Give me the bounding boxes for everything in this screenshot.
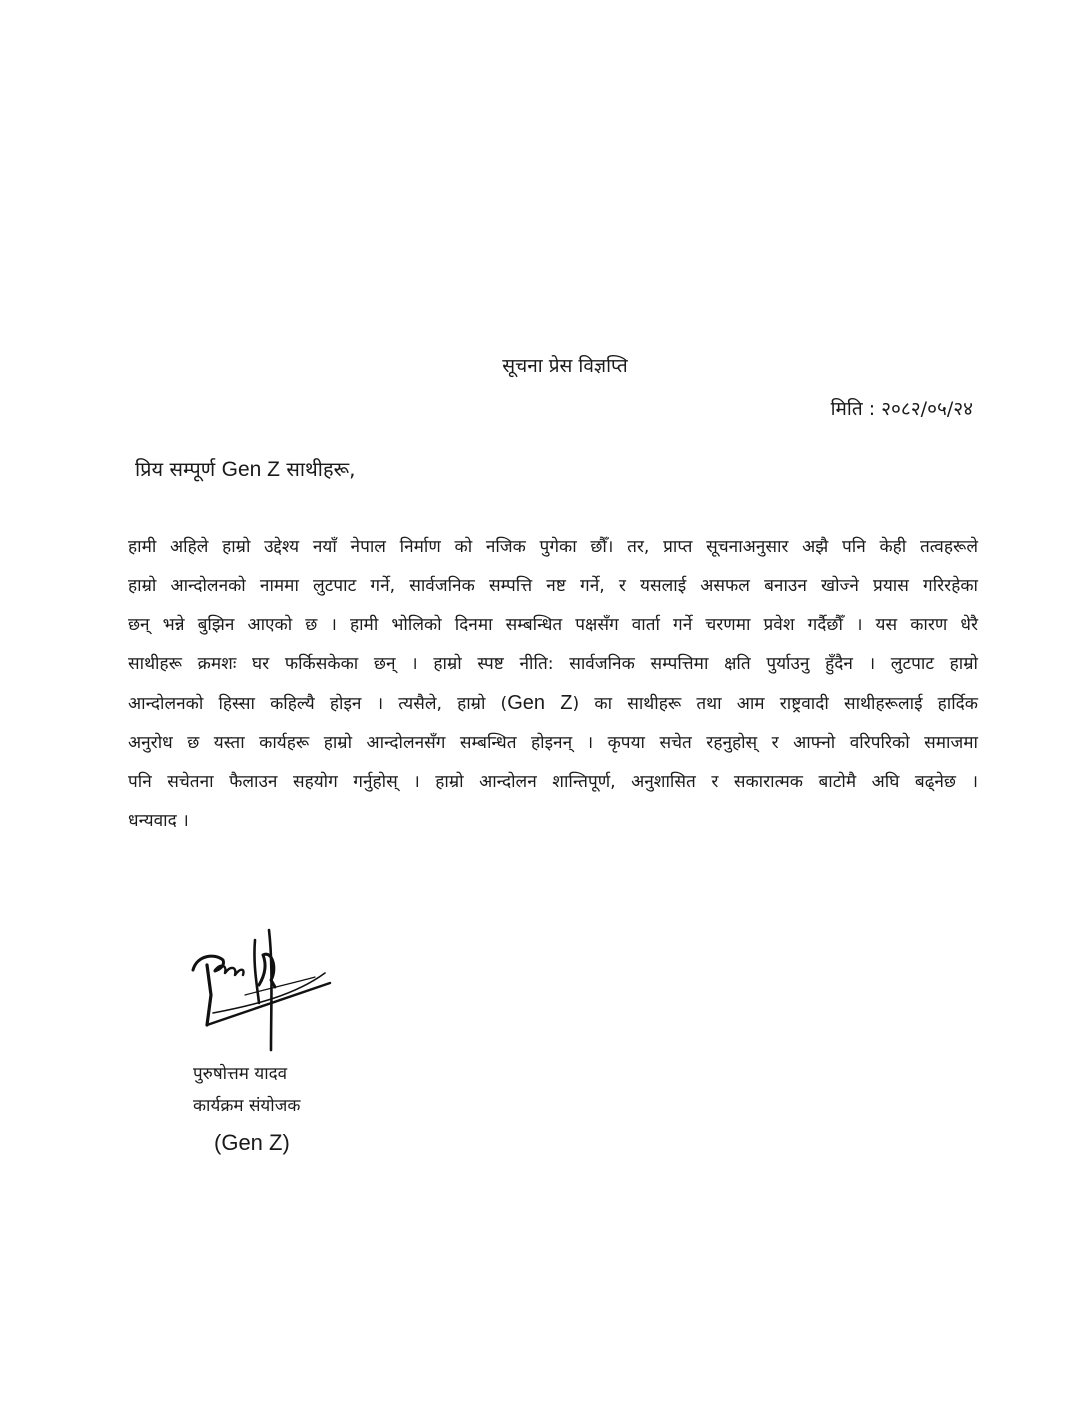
signature-icon <box>185 925 335 1055</box>
body-line: छन् भन्ने बुझिन आएको छ । हामी भोलिको दिनमा सम्बन्धित पक्षसँग वार्ता गर्ने चरणमा प्रवेश गर्दैछौँ । यस कारण धेरै <box>128 615 978 635</box>
salutation <box>135 455 356 482</box>
closing-thanks: धन्यवाद । <box>128 811 189 831</box>
body-line: साथीहरू क्रमशः घर फर्किसकेका छन् । हाम्रो स्पष्ट नीति: सार्वजनिक सम्पत्तिमा क्षति पुर्याउनु हुँदैन । लुटपाट हाम्रो <box>128 654 978 674</box>
body-line5-genz: Gen Z <box>507 692 573 714</box>
salutation-suffix: साथीहरू, <box>279 457 356 481</box>
signer-org: (Gen Z) <box>214 1130 290 1155</box>
body-line <box>128 684 978 724</box>
salutation-prefix: प्रिय सम्पूर्ण <box>135 457 222 481</box>
body-line5-suffix: ) का साथीहरू तथा आम राष्ट्रवादी साथीहरूलाई हार्दिक <box>572 694 979 714</box>
signer-title: कार्यक्रम संयोजक <box>193 1096 301 1116</box>
body-paragraph <box>128 528 978 841</box>
signer-block <box>193 1058 300 1122</box>
page-title: सूचना प्रेस विज्ञप्ति <box>502 355 628 377</box>
signer-name: पुरुषोत्तम यादव <box>193 1064 288 1084</box>
body-line: हाम्रो आन्दोलनको नाममा लुटपाट गर्ने, सार्वजनिक सम्पत्ति नष्ट गर्ने, र यसलाई असफल बनाउन खोज्ने प्रयास गरिरहेका <box>128 576 978 596</box>
body-line: पनि सचेतना फैलाउन सहयोग गर्नुहोस् । हाम्रो आन्दोलन शान्तिपूर्ण, अनुशासित र सकारात्मक बाटोमै अघि बढ्नेछ । <box>128 772 978 792</box>
body-line: हामी अहिले हाम्रो उद्देश्य नयाँ नेपाल निर्माण को नजिक पुगेका छौँ। तर, प्राप्त सूचनाअनुसार अझै पनि केही तत्वहरूले <box>128 537 978 557</box>
salutation-genz: Gen Z <box>221 458 280 481</box>
body-line: अनुरोध छ यस्ता कार्यहरू हाम्रो आन्दोलनसँग सम्बन्धित होइनन् । कृपया सचेत रहनुहोस् र आफ्नो वरिपरिको समाजमा <box>128 733 978 753</box>
date-label: मिति : २०८२/०५/२४ <box>830 398 973 420</box>
body-line5-prefix: आन्दोलनको हिस्सा कहिल्यै होइन । त्यसैले, हाम्रो ( <box>128 694 508 714</box>
